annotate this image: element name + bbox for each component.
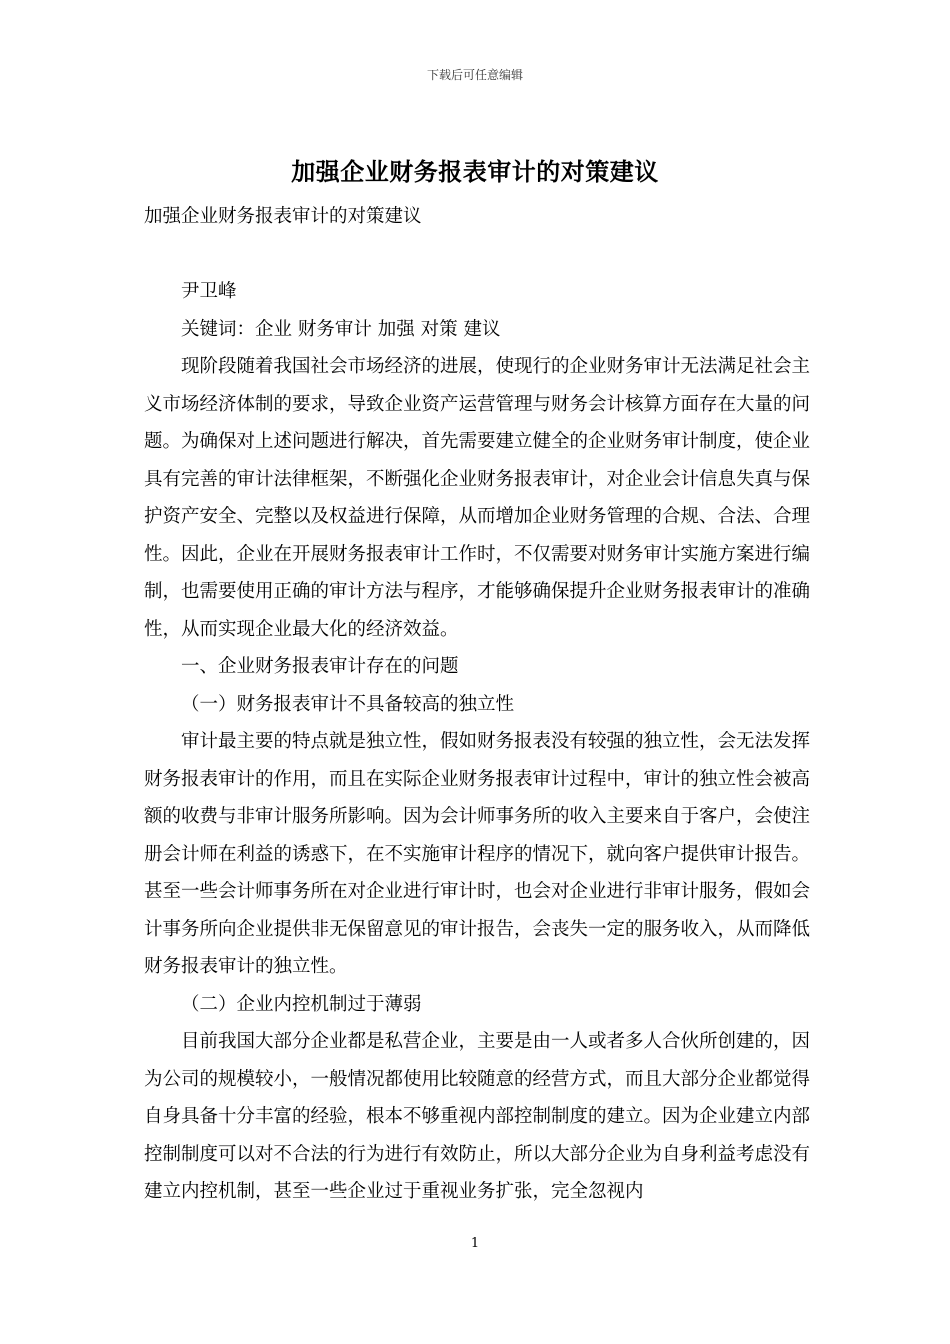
document-title: 加强企业财务报表审计的对策建议 [291, 157, 659, 186]
subsection-heading-2: （二）企业内控机制过于薄弱 [181, 993, 422, 1015]
page-number: 1 [470, 1236, 480, 1251]
document-subtitle: 加强企业财务报表审计的对策建议 [144, 206, 422, 227]
section-heading-1: 一、企业财务报表审计存在的问题 [181, 656, 459, 677]
keywords-line: 关键词：企业 财务审计 加强 对策 建议 [181, 318, 501, 340]
paragraph-internal-control: 目前我国大部分企业都是私营企业，主要是由一人或者多人合伙所创建的，因为公司的规模较小，一般情况都使用比较随意的经营方式，而且大部分企业都觉得自身具备十分丰富的经验，根本不够重视内部控制制度的建立。因为企业建立内部控制制度可以对不合法的行为进行有效防止，所以大部分企业为自身利益考虑没有建立内控机制，甚至一些企业过于重视业务扩张，完全忽视内 [144, 1031, 811, 1202]
document-body [144, 198, 814, 1211]
subsection-heading-1: （一）财务报表审计不具备较高的独立性 [181, 693, 515, 715]
page-header: 下载后可任意编辑 [426, 68, 523, 82]
paragraph-intro: 现阶段随着我国社会市场经济的进展，使现行的企业财务审计无法满足社会主义市场经济体制的要求，导致企业资产运营管理与财务会计核算方面存在大量的问题。为确保对上述问题进行解决，首先需要建立健全的企业财务审计制度，使企业具有完善的审计法律框架，不断强化企业财务报表审计，对企业会计信息失真与保护资产安全、完整以及权益进行保障，从而增加企业财务管理的合规、合法、合理性。因此，企业在开展财务报表审计工作时，不仅需要对财务审计实施方案进行编制，也需要使用正确的审计方法与程序，才能够确保提升企业财务报表审计的准确性，从而实现企业最大化的经济效益。 [144, 356, 811, 640]
paragraph-independence: 审计最主要的特点就是独立性，假如财务报表没有较强的独立性，会无法发挥财务报表审计的作用，而且在实际企业财务报表审计过程中，审计的独立性会被高额的收费与非审计服务所影响。因为会计师事务所的收入主要来自于客户，会使注册会计师在利益的诱惑下，在不实施审计程序的情况下，就向客户提供审计报告。甚至一些会计师事务所在对企业进行审计时，也会对企业进行非审计服务，假如会计事务所向企业提供非无保留意见的审计报告，会丧失一定的服务收入，从而降低财务报表审计的独立性。 [144, 731, 811, 977]
author-line: 尹卫峰 [181, 281, 237, 302]
